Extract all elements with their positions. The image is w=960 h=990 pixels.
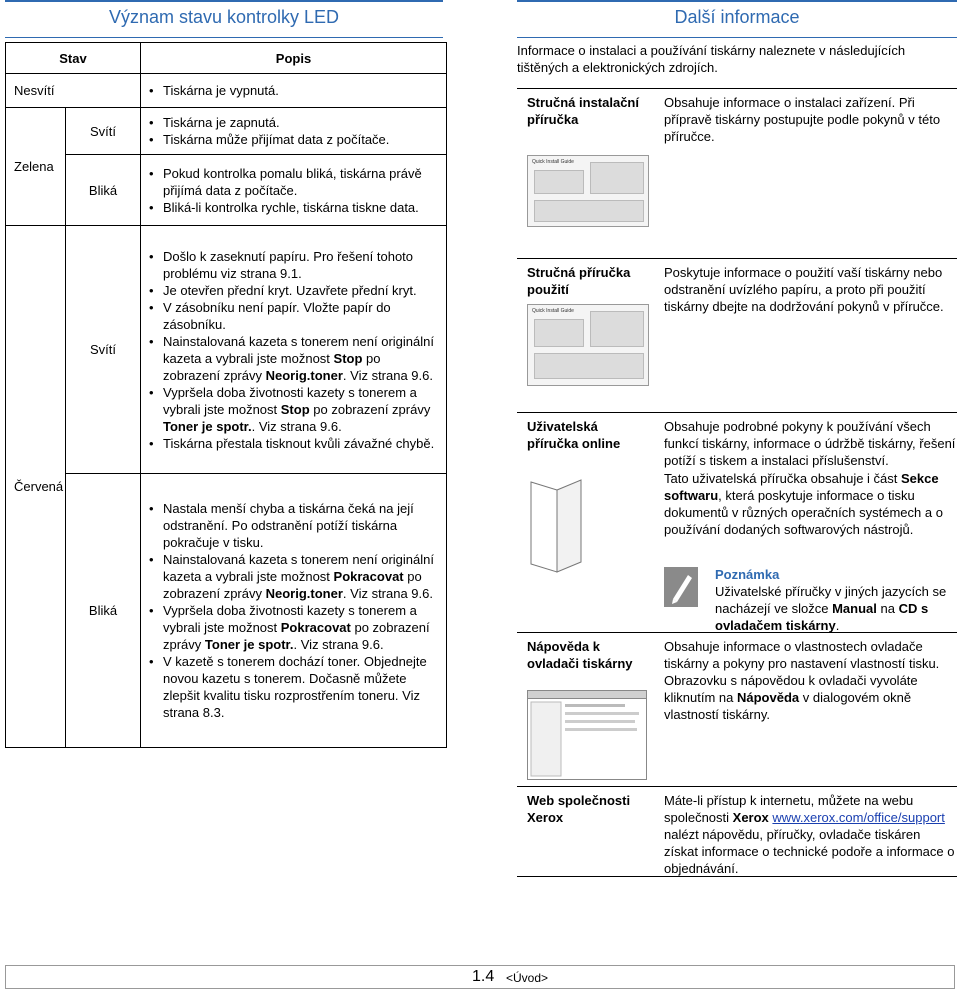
thumb-panel	[590, 162, 644, 194]
resource-description	[664, 638, 956, 723]
text-run: na	[876, 601, 899, 616]
thumb-caption: Quick Install Guide	[532, 308, 574, 314]
resource-label: Stručná instalační příručka	[527, 95, 639, 127]
divider	[517, 258, 957, 259]
resource-label: Stručná příručka použití	[527, 265, 631, 297]
header-description: Popis	[141, 43, 447, 74]
resource-description: Poskytuje informace o použití vaší tiskárny nebo odstranění uvízlého papíru, a proto při použití tiskárny dbejte na dodržování pokynů v příručce.	[664, 265, 944, 314]
list-item: • Tiskárna je vypnutá.	[149, 82, 440, 99]
left-section-title-bar	[5, 0, 443, 32]
substate-on: Svítí	[66, 226, 141, 474]
resource-label: Uživatelská příručka online	[527, 419, 621, 451]
text-run: Uživatelské příručky v jiných jazycích se nacházejí ve složce	[715, 584, 947, 616]
quick-install-guide-image	[527, 155, 649, 227]
text-run: . Viz strana 9.6.	[342, 367, 433, 383]
thumb-panel	[534, 170, 584, 194]
thumb-panel	[534, 353, 644, 379]
divider	[517, 876, 957, 877]
resource-description	[664, 792, 956, 877]
intro-text: Informace o instalaci a používání tiskárny naleznete v následujících tištěných a elektronických zdrojích.	[517, 43, 906, 75]
text-run: . Viz strana 9.6.	[342, 586, 433, 601]
table-header-row	[6, 43, 447, 74]
text-run: Nainstalovaná kazeta s tonerem není originální kazeta a vybrali jste možnost	[163, 552, 434, 584]
list-item: • Je otevřen přední kryt. Uzavřete přední kryt.	[149, 282, 440, 299]
text-run: po zobrazení zprávy	[309, 401, 431, 417]
table-row	[6, 474, 447, 748]
divider	[517, 786, 957, 787]
header-state: Stav	[6, 43, 141, 74]
list-item: • Pokud kontrolka pomalu bliká, tiskárna právě přijímá data z počítače.	[149, 165, 440, 199]
text-run: Tato uživatelská příručka obsahuje i část	[664, 471, 902, 486]
divider	[517, 632, 957, 633]
note-title: Poznámka	[715, 567, 780, 582]
divider	[517, 412, 957, 413]
text-run: Vypršela doba životnosti kazety s tonerem a vybrali jste možnost	[163, 603, 417, 635]
list-item: • Tiskárna může přijímat data z počítače.	[149, 131, 440, 148]
text-run: v dialogovém okně vlastností tiskárny.	[664, 690, 912, 722]
bold-run: CD s ovladačem tiskárny	[715, 601, 929, 633]
text-run: , která poskytuje informace o tisku dokumentů v různých operačních systémech a o používání dodaných softwarových nástrojů.	[664, 488, 943, 537]
bold-run: Neorig.toner	[265, 367, 343, 383]
list-item: • Nastala menší chyba a tiskárna čeká na její odstranění. Po odstranění potíží tiskárna pokračuje v tisku.	[149, 500, 440, 551]
thumb-panel	[534, 200, 644, 222]
table-row	[6, 155, 447, 226]
page-number: 1.4	[472, 968, 495, 985]
text-run: Obsahuje informace o vlastnostech ovladače tiskárny a pokyny pro nastavení vlastností tisku. Obrazovku s nápovědou k ovladači vyvoláte kliknutím na	[664, 639, 940, 705]
description-cell	[141, 155, 447, 226]
title-rule	[517, 37, 957, 38]
bold-run: Xerox	[732, 810, 769, 825]
divider	[517, 88, 957, 89]
text-run: nalézt nápovědu, příručky, ovladače tiskáren získat informace o technické podoře a informace o objednávání.	[664, 827, 955, 876]
list-item: • V zásobníku není papír. Vložte papír do zásobníku.	[149, 299, 440, 333]
bold-run: Neorig.toner	[265, 586, 343, 601]
note-text	[715, 583, 955, 634]
bold-run: Pokracovat	[280, 620, 351, 635]
list-item: • V kazetě s tonerem dochází toner. Objednejte novou kazetu s tonerem. Dočasně můžete zlepšit kvalitu tisku rozprostřením toneru. Viz strana 8.3.	[149, 653, 440, 721]
text-run: po zobrazení zprávy	[163, 569, 422, 601]
text-run: .	[835, 618, 840, 633]
resource-description	[664, 470, 956, 538]
text-run: Vypršela doba životnosti kazety s tonerem a vybrali jste možnost	[163, 384, 417, 417]
title-rule	[5, 37, 443, 38]
bold-run: Toner je spotr.	[204, 637, 294, 652]
thumb-panel	[590, 311, 644, 347]
xerox-support-link[interactable]: www.xerox.com/office/support	[772, 810, 945, 825]
list-item	[149, 384, 440, 435]
list-item: • Došlo k zaseknutí papíru. Pro řešení tohoto problému viz strana 9.1.	[149, 248, 440, 282]
table-row	[6, 226, 447, 474]
resource-description: Obsahuje informace o instalaci zařízení. Při přípravě tiskárny postupujte podle pokynů v této příručce.	[664, 95, 941, 144]
bold-run: Manual	[832, 601, 877, 616]
led-status-table	[5, 42, 447, 748]
text-run: Máte-li přístup k internetu, můžete na webu společnosti	[664, 793, 914, 825]
state-red: Červená	[6, 226, 66, 748]
list-item	[149, 333, 440, 384]
substate-blink: Bliká	[66, 474, 141, 748]
table-row	[6, 74, 447, 108]
resource-label: Web společnosti Xerox	[527, 793, 631, 825]
bold-run: Pokracovat	[333, 569, 404, 584]
quick-use-guide-image	[527, 304, 649, 386]
substate-blink: Bliká	[66, 155, 141, 226]
description-cell	[141, 474, 447, 748]
bold-run: Sekce softwaru	[664, 471, 939, 503]
user-guide-booklet-image	[527, 476, 585, 576]
note-pencil-icon	[664, 567, 698, 607]
resource-description: Obsahuje podrobné pokyny k používání všech funkcí tiskárny, informace o údržbě tiskárny, řešení potíží s tiskem a instalaci příslušenství.	[664, 419, 956, 468]
text-run: Nainstalovaná kazeta s tonerem není originální kazeta a vybrali jste možnost	[163, 333, 434, 366]
text-run: . Viz strana 9.6.	[293, 637, 384, 652]
text-run: po zobrazení zprávy	[163, 620, 430, 652]
list-item: • Tiskárna přestala tisknout kvůli závažné chybě.	[149, 435, 440, 452]
text-run: po zobrazení zprávy	[163, 350, 381, 383]
thumb-panel	[534, 319, 584, 347]
resource-label: Nápověda k ovladači tiskárny	[527, 639, 633, 671]
page-footer	[5, 965, 955, 989]
bold-run: Stop	[280, 401, 310, 417]
driver-help-window-image	[527, 690, 647, 780]
list-item	[149, 602, 440, 653]
list-item: • Tiskárna je zapnutá.	[149, 114, 440, 131]
description-cell	[141, 74, 447, 108]
substate-on: Svítí	[66, 108, 141, 155]
led-section-title: Význam stavu kontrolky LED	[108, 7, 340, 27]
note-block	[715, 566, 955, 634]
list-item: • Bliká-li kontrolka rychle, tiskárna tiskne data.	[149, 199, 440, 216]
right-section-title-bar	[517, 0, 957, 32]
thumb-caption: Quick Install Guide	[532, 159, 574, 165]
bold-run: Nápověda	[736, 690, 800, 705]
list-item	[149, 551, 440, 602]
state-off: Nesvítí	[6, 74, 141, 108]
bold-run: Stop	[333, 350, 363, 366]
text-run: . Viz strana 9.6.	[251, 418, 342, 434]
more-info-title: Další informace	[674, 7, 800, 27]
description-cell	[141, 108, 447, 155]
state-green: Zelena	[6, 108, 66, 226]
bold-run: Toner je spotr.	[163, 418, 252, 434]
section-name: <Úvod>	[506, 971, 549, 985]
table-row	[6, 108, 447, 155]
description-cell	[141, 226, 447, 474]
